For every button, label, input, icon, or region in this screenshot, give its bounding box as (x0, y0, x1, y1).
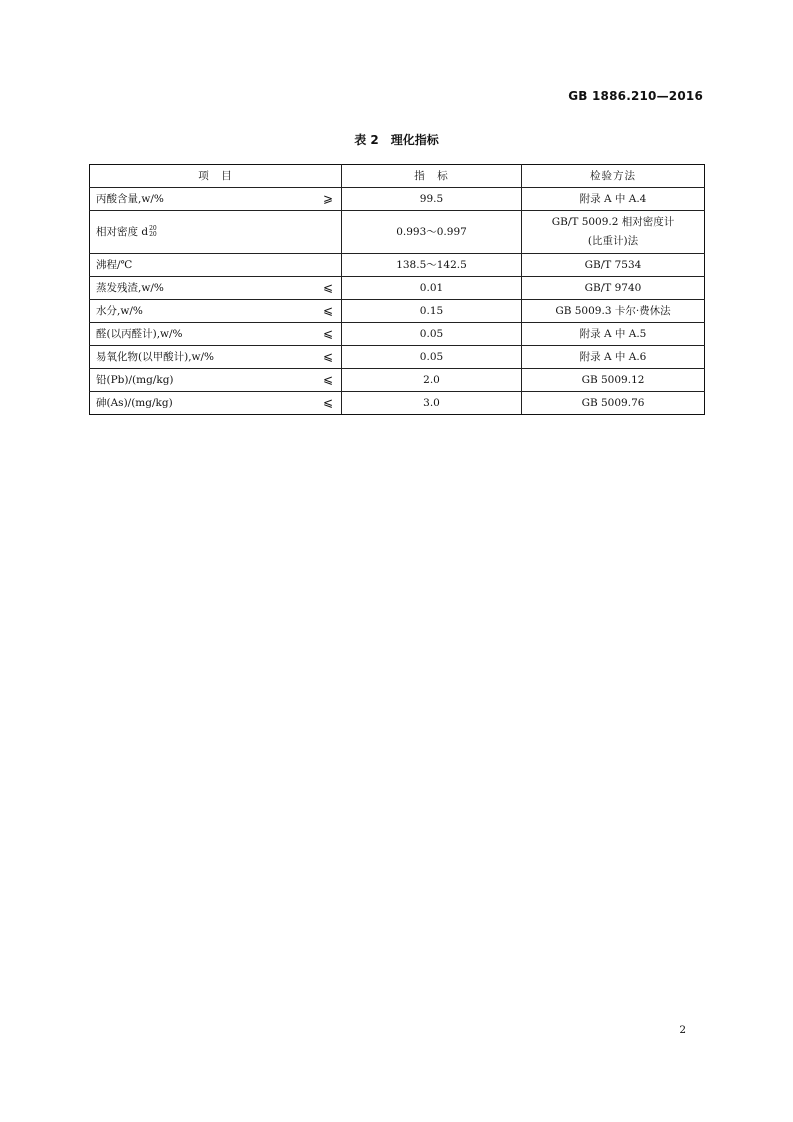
operator-symbol: ⩽ (322, 395, 333, 410)
table-header-row (90, 165, 705, 188)
row-method: GB 5009.3 卡尔·费休法 (522, 300, 705, 323)
operator-symbol: ⩽ (322, 349, 333, 364)
row-method: GB/T 9740 (522, 277, 705, 300)
row-item-moisture: 水分,w/% ⩽ (90, 300, 342, 323)
row-method: GB/T 5009.2 相对密度计 (比重计)法 (522, 211, 705, 254)
table-row (90, 369, 705, 392)
table-row (90, 300, 705, 323)
row-item-relative-density: 相对密度 d 20 20 (90, 211, 342, 254)
row-method: GB 5009.12 (522, 369, 705, 392)
row-item-evaporation-residue: 蒸发残渣,w/% ⩽ (90, 277, 342, 300)
row-value: 99.5 (342, 188, 522, 211)
table-title (0, 131, 793, 148)
column-header-value: 指 标 (342, 165, 522, 188)
operator-symbol: ⩽ (322, 303, 333, 318)
row-method: 附录 A 中 A.5 (522, 323, 705, 346)
column-header-method: 检验方法 (522, 165, 705, 188)
table-row (90, 211, 705, 254)
row-value: 0.05 (342, 346, 522, 369)
operator-symbol: ⩽ (322, 280, 333, 295)
standard-code: GB 1886.210—2016 (568, 89, 703, 103)
table-row (90, 346, 705, 369)
row-item-arsenic: 砷(As)/(mg/kg) ⩽ (90, 392, 342, 415)
operator-symbol: ⩾ (322, 191, 333, 206)
table-number: 表 2 (354, 133, 379, 147)
operator-symbol: ⩽ (322, 372, 333, 387)
table-row (90, 277, 705, 300)
operator-symbol: ⩽ (322, 326, 333, 341)
row-value: 0.05 (342, 323, 522, 346)
table-row (90, 188, 705, 211)
row-value: 138.5～142.5 (342, 254, 522, 277)
row-item-propionic-acid-content: 丙酸含量,w/% ⩾ (90, 188, 342, 211)
table-row (90, 392, 705, 415)
row-value: 0.01 (342, 277, 522, 300)
row-method: GB 5009.76 (522, 392, 705, 415)
row-method: 附录 A 中 A.6 (522, 346, 705, 369)
page-number: 2 (679, 1024, 686, 1036)
physicochemical-spec-table (89, 164, 705, 415)
row-item-aldehydes: 醛(以丙醛计),w/% ⩽ (90, 323, 342, 346)
row-item-boiling-range: 沸程/℃ (90, 254, 342, 277)
density-temperature-notation: 20 20 (149, 224, 157, 238)
row-method: 附录 A 中 A.4 (522, 188, 705, 211)
row-value: 0.15 (342, 300, 522, 323)
row-item-oxidizable-substances: 易氧化物(以甲酸计),w/% ⩽ (90, 346, 342, 369)
row-value: 2.0 (342, 369, 522, 392)
table-caption: 理化指标 (390, 133, 439, 147)
table-row (90, 323, 705, 346)
column-header-item: 项 目 (90, 165, 342, 188)
row-item-lead: 铅(Pb)/(mg/kg) ⩽ (90, 369, 342, 392)
row-method: GB/T 7534 (522, 254, 705, 277)
row-value: 0.993～0.997 (342, 211, 522, 254)
table-row (90, 254, 705, 277)
row-value: 3.0 (342, 392, 522, 415)
